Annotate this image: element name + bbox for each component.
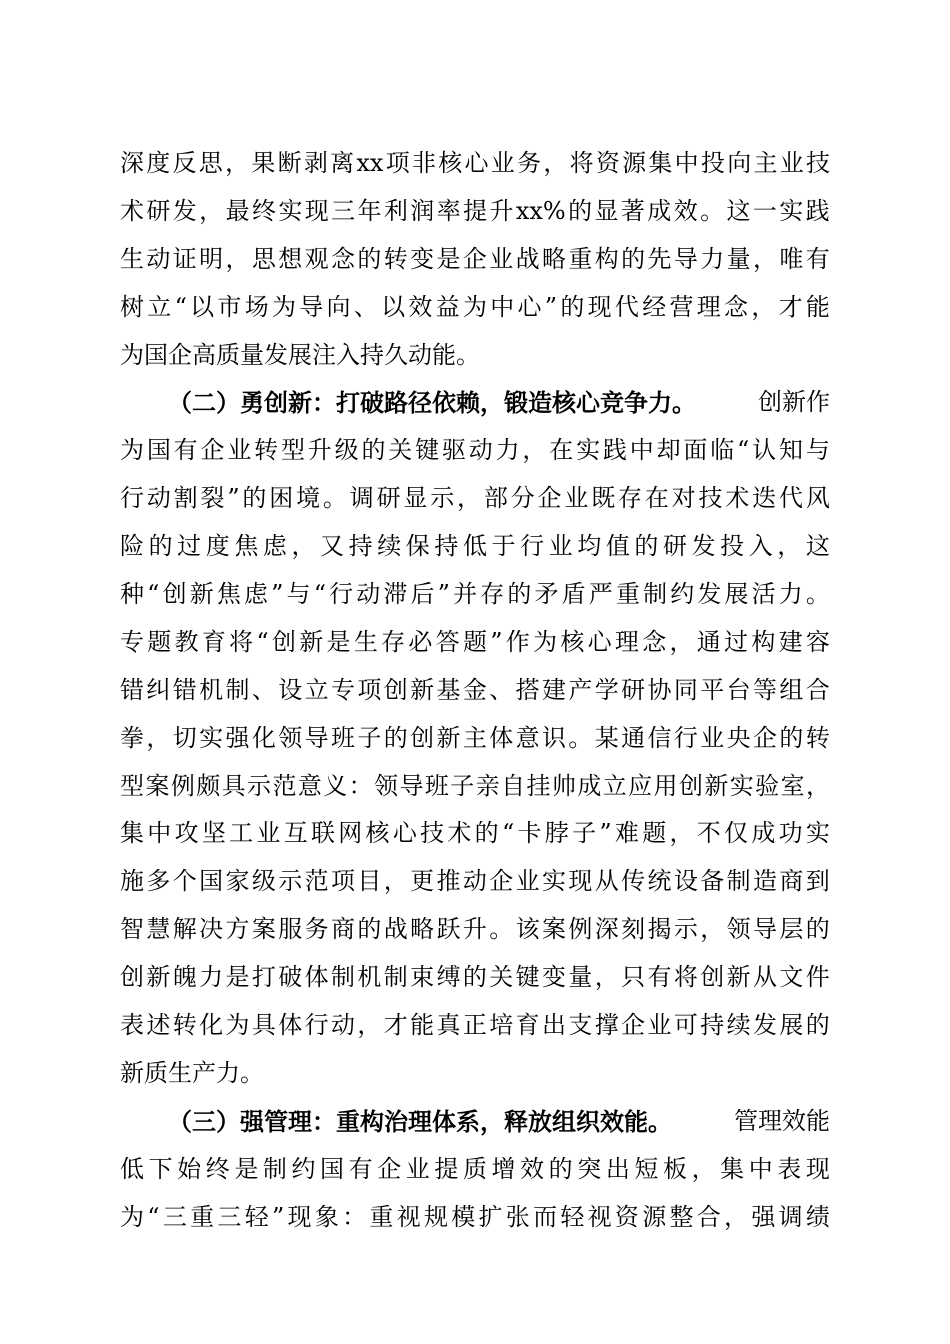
text-line: 型 案 例 颇 具 示 范 意 义 ： 领 导 班 子 亲 自 挂 帅 成 立 应 用 创 新 实 验 室 ，: [120, 771, 830, 800]
text-line: 智 慧 解 决 方 案 服 务 商 的 战 略 跃 升 。 该 案 例 深 刻 揭 示 ， 领 导 层 的: [120, 915, 830, 944]
text-line: 为国企高质量发展注入持久动能。: [120, 340, 480, 369]
text-line: 深 度 反 思 ， 果 断 剥 离 xx 项 非 核 心 业 务 ， 将 资 源 集 中 投 向 主 业 技: [120, 149, 830, 177]
text-line: 新质生产力。: [120, 1058, 264, 1087]
text-line: 错 纠 错 机 制 、 设 立 专 项 创 新 基 金 、 搭 建 产 学 研 协 同 平 台 等 组 合: [120, 675, 830, 704]
text-line: 生 动 证 明 ， 思 想 观 念 的 转 变 是 企 业 战 略 重 构 的 先 导 力 量 ， 唯 有: [120, 244, 830, 273]
paragraph-first-line: [120, 379, 830, 427]
text-line: 险 的 过 度 焦 虑 ， 又 持 续 保 持 低 于 行 业 均 值 的 研 发 投 入 ， 这: [120, 532, 830, 561]
text-line: 为 国 有 企 业 转 型 升 级 的 关 键 驱 动 力 ， 在 实 践 中 却 面 临 “ 认 知 与: [120, 436, 830, 465]
text-line: 专 题 教 育 将 “ 创 新 是 生 存 必 答 题 ” 作 为 核 心 理 念 ， 通 过 构 建 容: [120, 627, 830, 656]
section-heading: （二）勇创新：打破路径依赖，锻造核心竞争力。: [168, 388, 696, 418]
document-body: [120, 140, 830, 1241]
text-line: 树 立 “ 以 市 场 为 导 向 、 以 效 益 为 中 心 ” 的 现 代 经 营 理 念 ， 才 能: [120, 292, 830, 321]
text-segment: 创新作: [758, 388, 830, 417]
text-line: 为 “ 三 重 三 轻 ” 现 象 ： 重 视 规 模 扩 张 而 轻 视 资 源 整 合 ， 强 调 绩: [120, 1202, 830, 1231]
text-line: 低 下 始 终 是 制 约 国 有 企 业 提 质 增 效 的 突 出 短 板 ， 集 中 表 现: [120, 1154, 830, 1183]
text-line: 术 研 发 ， 最 终 实 现 三 年 利 润 率 提 升 xx% 的 显 著 成 效 。 这 一 实 践: [120, 196, 830, 225]
paragraph-first-line: [120, 1098, 830, 1146]
text-line: 拳 ， 切 实 强 化 领 导 班 子 的 创 新 主 体 意 识 。 某 通 信 行 业 央 企 的 转: [120, 723, 830, 752]
text-line: 集 中 攻 坚 工 业 互 联 网 核 心 技 术 的 “ 卡 脖 子 ” 难 题 ， 不 仅 成 功 实: [120, 819, 830, 848]
text-line: 创 新 魄 力 是 打 破 体 制 机 制 束 缚 的 关 键 变 量 ， 只 有 将 创 新 从 文 件: [120, 963, 830, 992]
text-line: 种 “ 创 新 焦 虑 ” 与 “ 行 动 滞 后 ” 并 存 的 矛 盾 严 重 制 约 发 展 活 力 。: [120, 580, 830, 609]
text-line: 表 述 转 化 为 具 体 行 动 ， 才 能 真 正 培 育 出 支 撑 企 业 可 持 续 发 展 的: [120, 1011, 830, 1040]
text-line: 行 动 割 裂 ” 的 困 境 。 调 研 显 示 ， 部 分 企 业 既 存 在 对 技 术 迭 代 风: [120, 484, 830, 513]
text-segment: 管理效能: [734, 1106, 830, 1135]
section-heading: （三）强管理：重构治理体系，释放组织效能。: [168, 1106, 672, 1136]
text-line: 施 多 个 国 家 级 示 范 项 目 ， 更 推 动 企 业 实 现 从 传 统 设 备 制 造 商 到: [120, 867, 830, 896]
